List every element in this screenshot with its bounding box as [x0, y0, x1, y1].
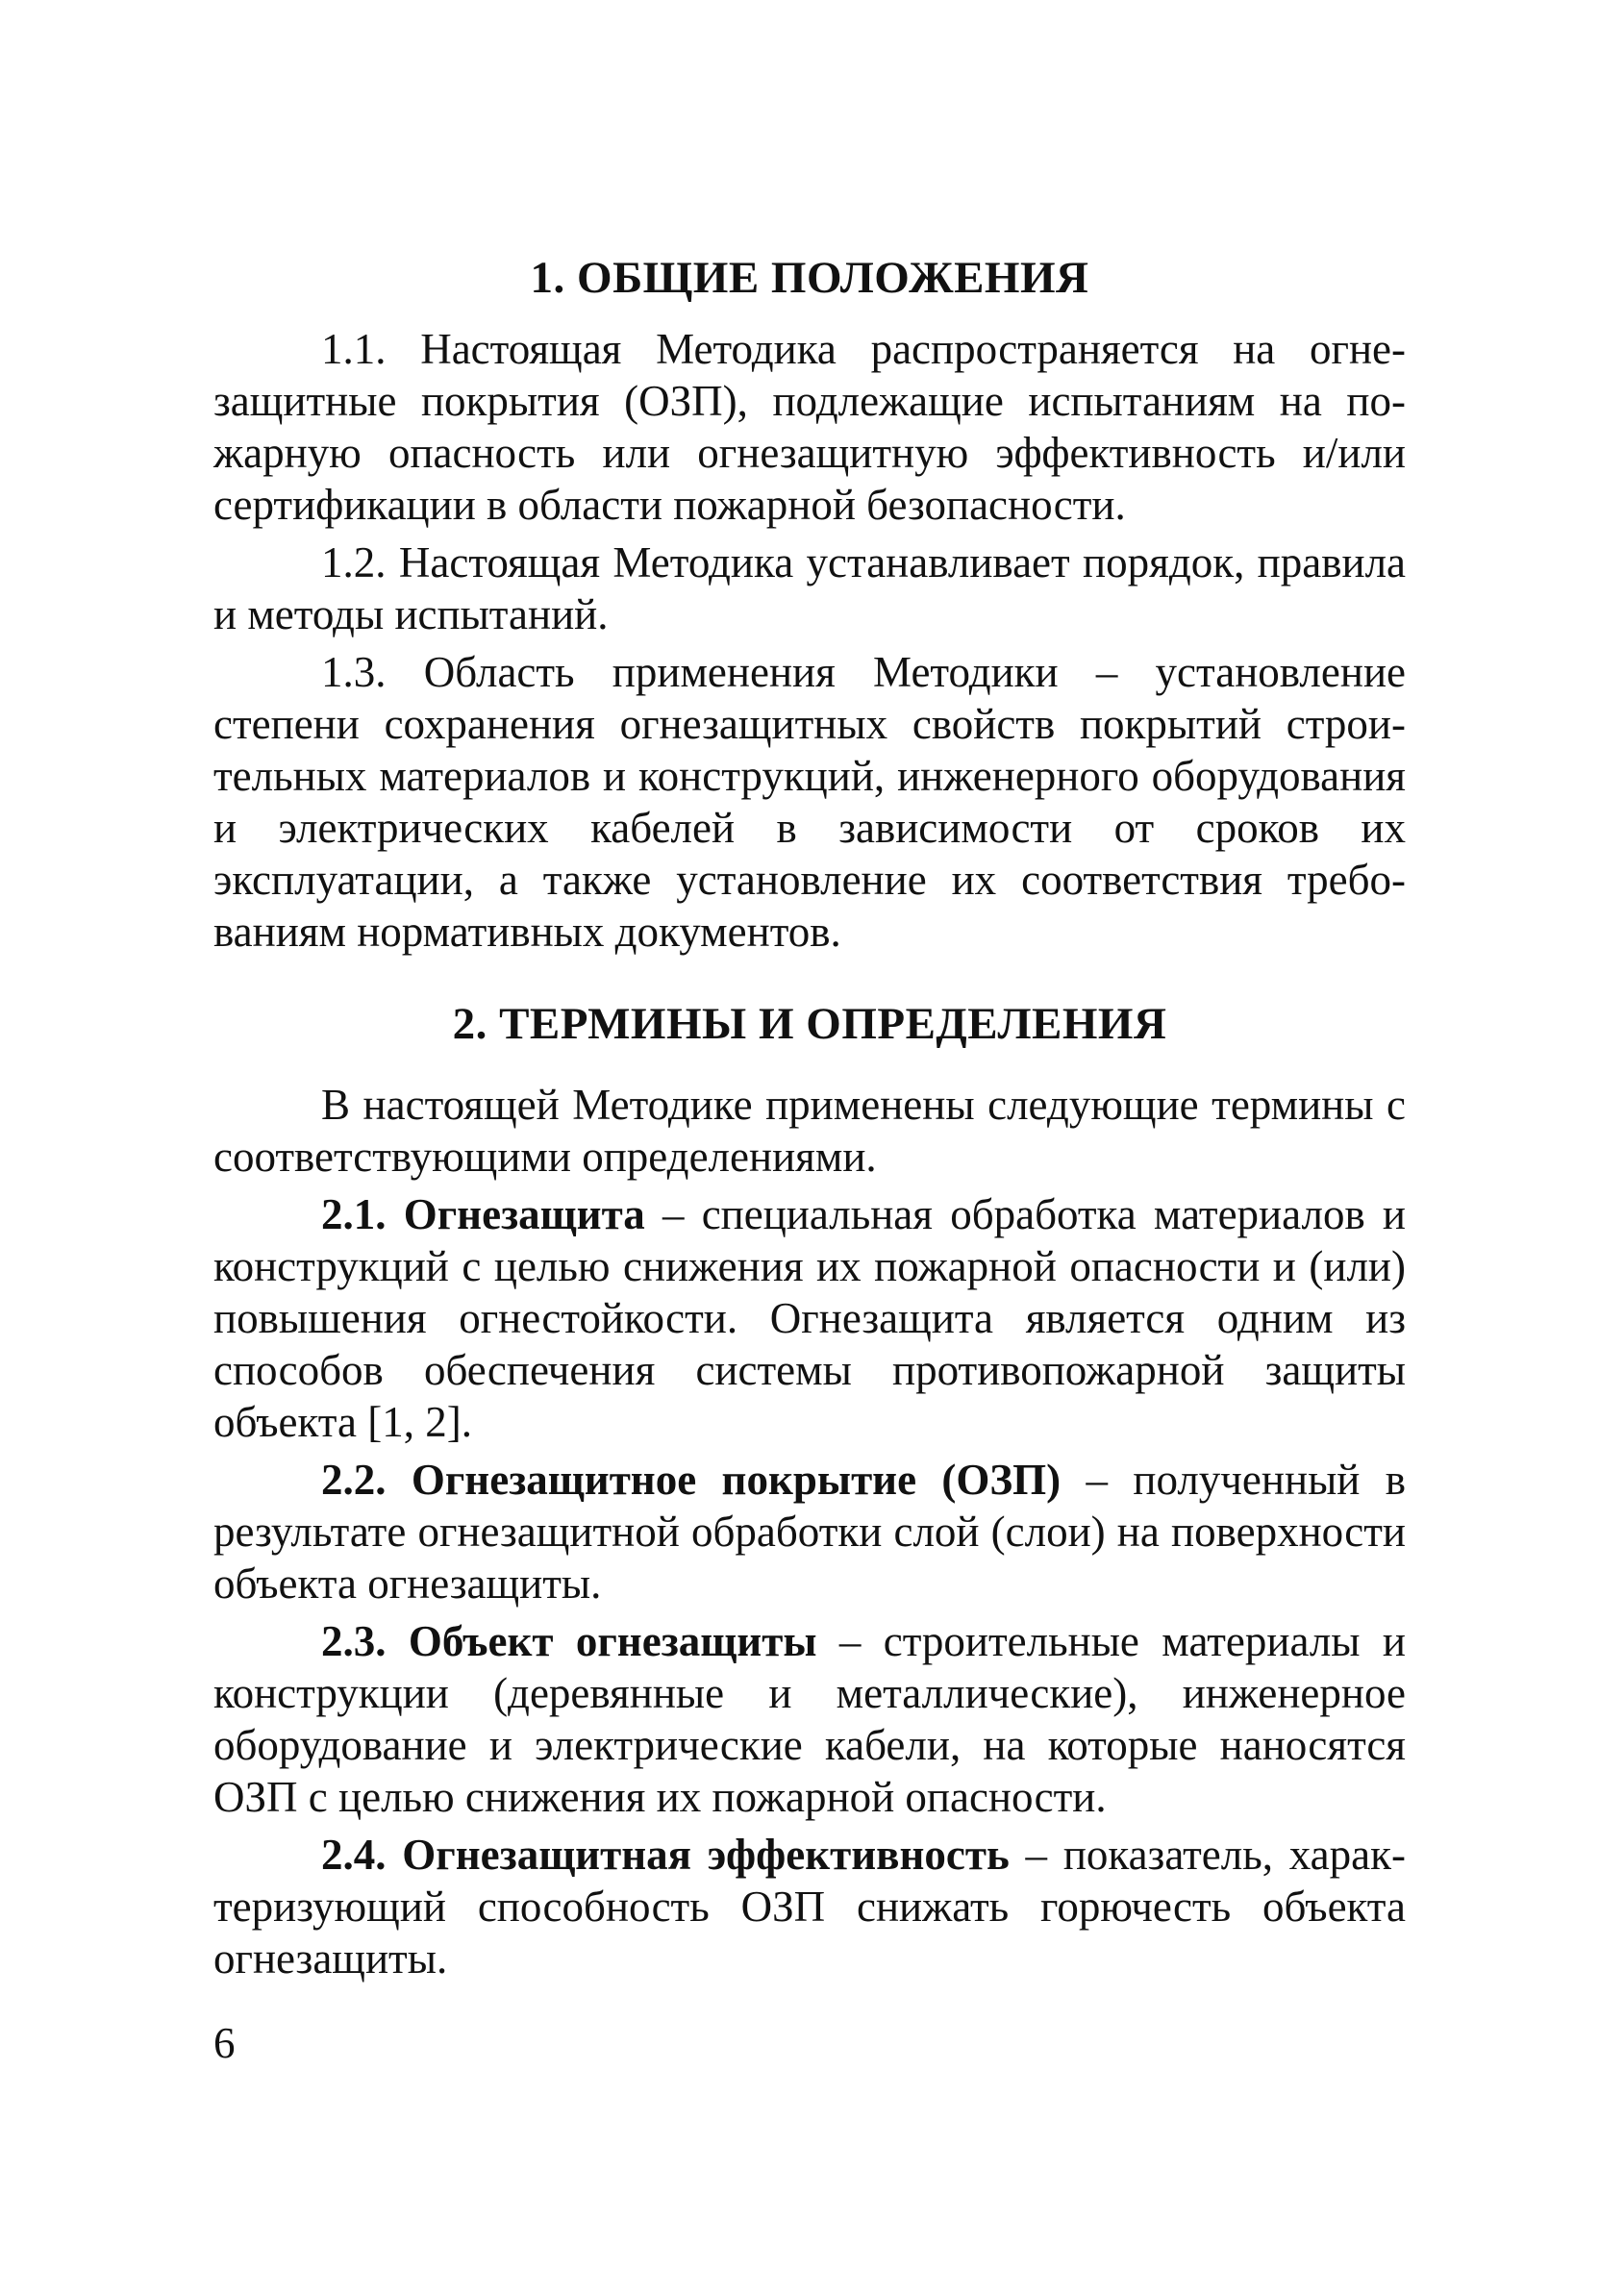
term-2-4	[213, 1829, 1406, 1984]
document-page	[213, 252, 1406, 1990]
term-2-2-name: 2.2. Огнезащитное покрытие (ОЗП)	[321, 1456, 1062, 1504]
section-1-title: 1. ОБЩИЕ ПОЛОЖЕНИЯ	[530, 253, 1089, 303]
term-2-1-name: 2.1. Огнезащита	[321, 1190, 645, 1238]
paragraph-1-2: 1.2. Настоящая Методика устанавливает порядок, правила и методы испытаний.	[213, 538, 1406, 638]
paragraph-1-3: 1.3. Область применения Методики – установление степени сохранения огнезащитных свойств покрытий строительных материалов и конструкций, инженерного оборудования и электрических кабелей в зависимости от сроков их эксплуатации, а также установление их соответствия требованиям нормативных документов.	[213, 648, 1406, 956]
term-2-4-name: 2.4. Огнезащитная эффективность	[321, 1831, 1010, 1879]
term-2-4-definition: – показатель, характеризующий способность ОЗП снижать горючесть объекта огнезащиты.	[213, 1831, 1406, 1983]
section-2-intro: В настоящей Методике применены следующие термины с соответствующими определениями.	[213, 1081, 1406, 1181]
term-2-3-name: 2.3. Объект огнезащиты	[321, 1617, 817, 1665]
term-2-3	[213, 1615, 1406, 1823]
paragraph-1-1: 1.1. Настоящая Методика распространяется на огнезащитные покрытия (ОЗП), подлежащие испытаниям на пожарную опасность или огнезащитную эффективность и/или сертификации в области пожарной безопасности.	[213, 325, 1406, 529]
term-2-1-definition: – специальная обработка материалов и конструкций с целью снижения их пожарной опасности и (или) повышения огнестойкости. Огнезащита является одним из способов обеспечения системы противопожарной защиты объекта [1, 2].	[213, 1190, 1407, 1446]
term-2-2	[213, 1454, 1406, 1609]
page-number: 6	[213, 2019, 236, 2067]
term-2-3-definition: – строительные материалы и конструкции (деревянные и металлические), инженерное оборудование и электрические кабели, на которые наносятся ОЗП с целью снижения их пожарной опасности.	[213, 1617, 1406, 1821]
term-2-2-definition: – полученный в результате огнезащитной обработки слой (слои) на поверхности объекта огнезащиты.	[213, 1456, 1406, 1608]
term-2-1	[213, 1188, 1406, 1448]
section-2-title: 2. ТЕРМИНЫ И ОПРЕДЕЛЕНИЯ	[452, 999, 1167, 1049]
